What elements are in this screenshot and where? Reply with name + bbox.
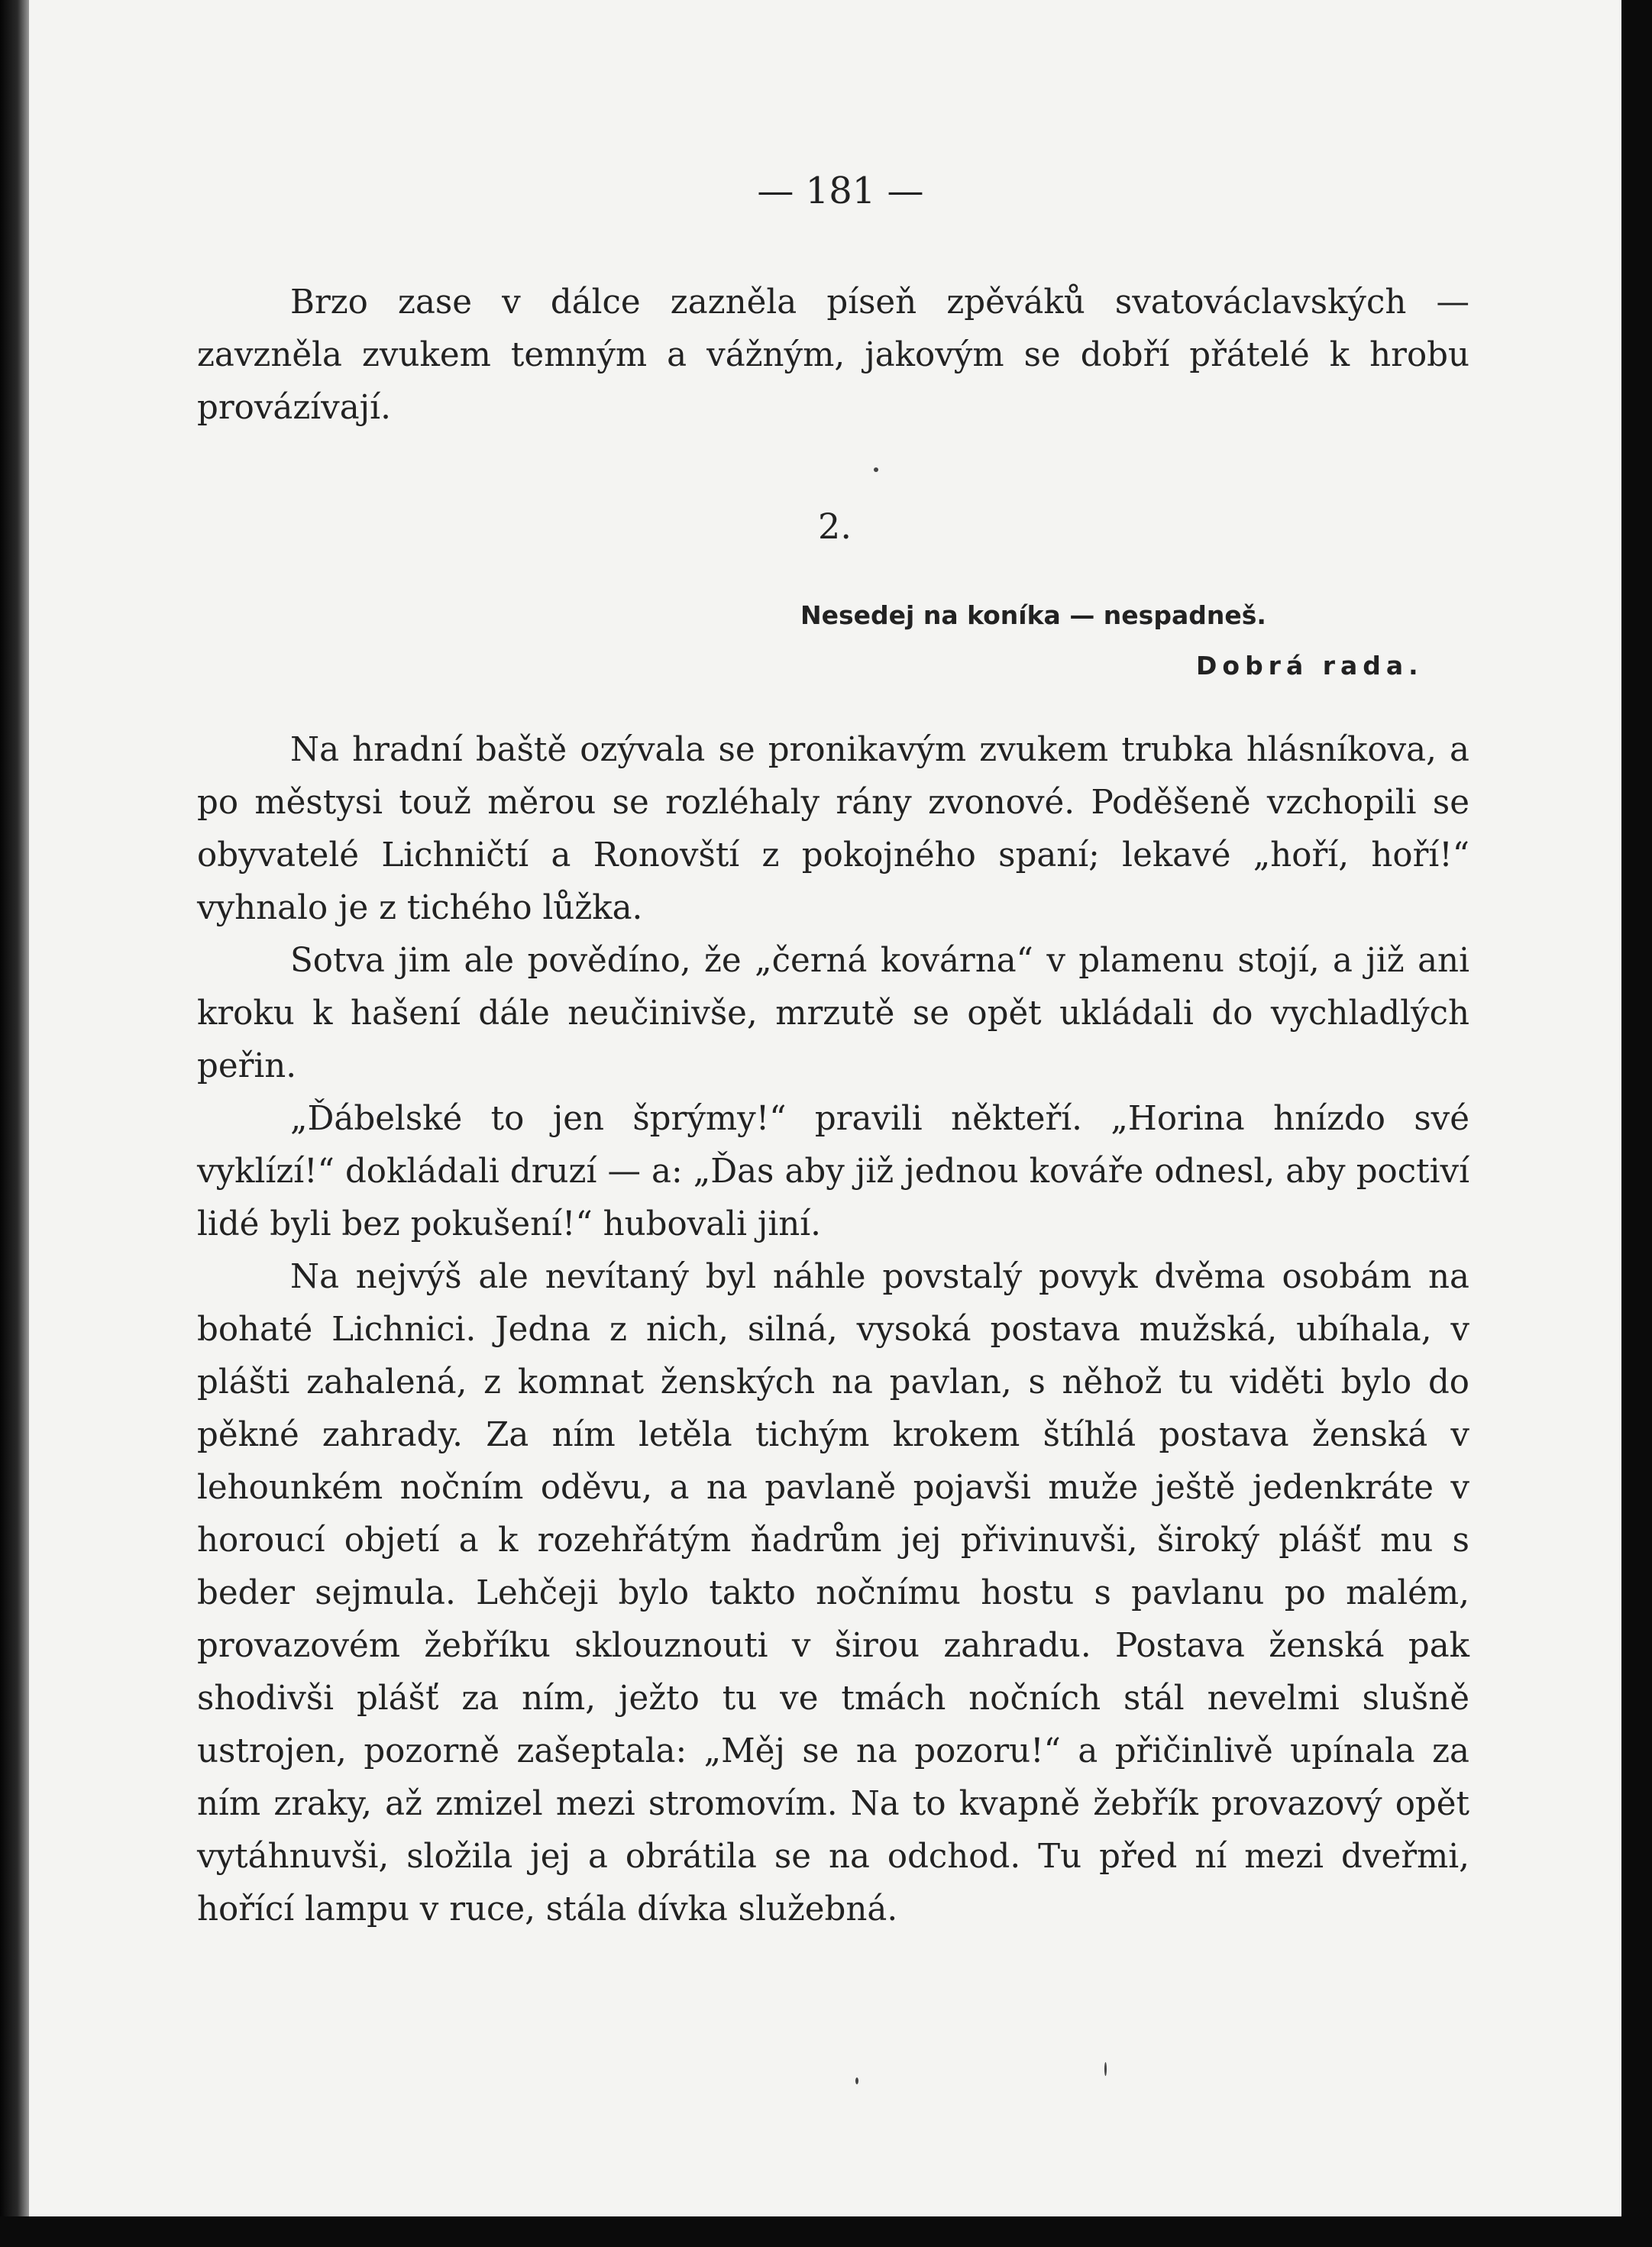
opening-paragraph: Brzo zase v dálce zazněla píseň zpěváků svatováclavských — zavzněla zvukem temným a vážným, jakovým se dobří přátelé k hrobu provázívají. [197, 283, 1469, 427]
paper-speck [1104, 2062, 1107, 2076]
left-binding-shadow [0, 0, 29, 2247]
chapter-motto: Nesedej na koníka — nespadneš. [800, 600, 1266, 630]
motto-source: Dobrá rada. [1196, 651, 1424, 681]
paragraph-night-guest: Na nejvýš ale nevítaný byl náhle povstalý povyk dvěma osobám na bohaté Lichnici. Jedna z nich, silná, vysoká postava mužská, ubíhala, v plášti zahalená, z komnat ženských na pavlan, s něhož tu viděti bylo do pěkné zahrady. Za ním letěla tichým krokem štíhlá postava ženská v lehounkém nočním oděvu, a na pavlaně pojavši muže ještě jedenkráte v horoucí objetí a k rozehřátým ňadrům jej přivinuvši, široký plášť mu s beder sejmula. Lehčeji bylo takto nočnímu hostu s pavlanu po malém, provazovém žebříku sklouznouti v širou zahradu. Postava ženská pak shodivši plášť za ním, ježto tu ve tmách nočních stál nevelmi slušně ustrojen, pozorně zašeptala: „Měj se na pozoru!“ a přičinlivě upínala za ním zraky, až zmizel mezi stromovím. Na to kvapně žebřík provazový opět vytáhnuvši, složila jej a obrátila se na odchod. Tu před ní mezi dveřmi, hořící lampu v ruce, stála dívka služebná. [197, 1258, 1469, 1929]
page-number: — 181 — [757, 170, 924, 212]
right-scan-border [1621, 0, 1652, 2247]
book-page [29, 0, 1621, 2216]
paragraph-townsfolk-talk: „Ďábelské to jen šprýmy!“ pravili někteří. „Horina hnízdo své vyklízí!“ dokládali druzí — a: „Ďas aby již jednou kováře odnesl, aby poctiví lidé byli bez pokušení!“ hubovali jiní. [197, 1100, 1469, 1243]
paper-speck [855, 2077, 858, 2084]
paper-speck [874, 467, 878, 472]
bottom-scan-border [0, 2216, 1652, 2247]
paragraph-black-forge: Sotva jim ale povědíno, že „černá kovárna“ v plamenu stojí, a již ani kroku k hašení dále neučinivše, mrzutě se opět ukládali do vychladlých peřin. [197, 942, 1469, 1085]
paragraph-fire-alarm: Na hradní baště ozývala se pronikavým zvukem trubka hlásníkova, a po městysi touž měrou se rozléhaly rány zvonové. Poděšeně vzchopili se obyvatelé Lichničtí a Ronovští z pokojného spaní; lekavé „hoří, hoří!“ vyhnalo je z tichého lůžka. [197, 731, 1469, 927]
section-number: 2. [818, 506, 852, 547]
